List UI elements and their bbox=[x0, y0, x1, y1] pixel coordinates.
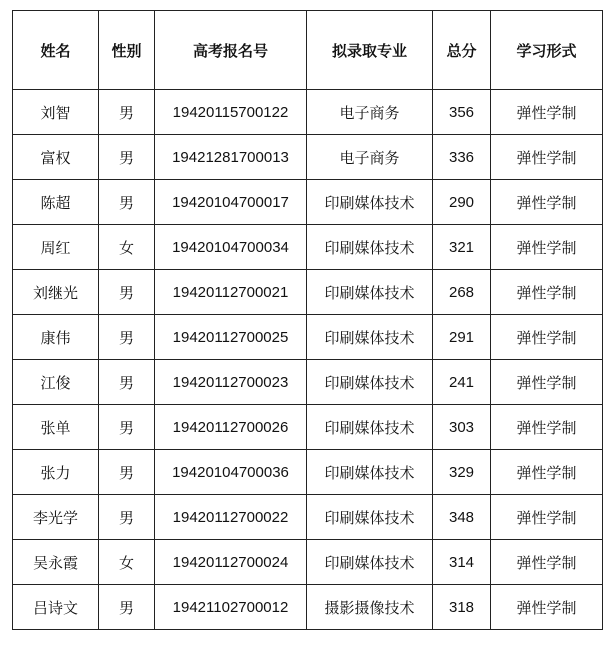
table-row bbox=[13, 495, 603, 540]
table-row bbox=[13, 225, 603, 270]
cell-name: 张力 bbox=[13, 450, 99, 495]
cell-exam-id: 19420112700022 bbox=[155, 495, 307, 540]
cell-study-form: 弹性学制 bbox=[491, 450, 603, 495]
cell-gender: 女 bbox=[99, 225, 155, 270]
cell-study-form: 弹性学制 bbox=[491, 135, 603, 180]
cell-total-score: 241 bbox=[433, 360, 491, 405]
header-total-score: 总分 bbox=[433, 11, 491, 90]
cell-gender: 男 bbox=[99, 585, 155, 630]
table-row bbox=[13, 585, 603, 630]
cell-study-form: 弹性学制 bbox=[491, 315, 603, 360]
cell-exam-id: 19420104700034 bbox=[155, 225, 307, 270]
cell-total-score: 290 bbox=[433, 180, 491, 225]
cell-total-score: 314 bbox=[433, 540, 491, 585]
cell-major: 印刷媒体技术 bbox=[307, 450, 433, 495]
cell-gender: 男 bbox=[99, 450, 155, 495]
cell-gender: 男 bbox=[99, 90, 155, 135]
cell-total-score: 321 bbox=[433, 225, 491, 270]
table-row bbox=[13, 360, 603, 405]
cell-major: 印刷媒体技术 bbox=[307, 405, 433, 450]
cell-study-form: 弹性学制 bbox=[491, 270, 603, 315]
table-row bbox=[13, 450, 603, 495]
cell-name: 吴永霞 bbox=[13, 540, 99, 585]
cell-study-form: 弹性学制 bbox=[491, 585, 603, 630]
cell-name: 吕诗文 bbox=[13, 585, 99, 630]
cell-total-score: 348 bbox=[433, 495, 491, 540]
cell-gender: 男 bbox=[99, 405, 155, 450]
cell-name: 刘智 bbox=[13, 90, 99, 135]
cell-gender: 男 bbox=[99, 180, 155, 225]
cell-major: 摄影摄像技术 bbox=[307, 585, 433, 630]
cell-total-score: 329 bbox=[433, 450, 491, 495]
cell-study-form: 弹性学制 bbox=[491, 225, 603, 270]
cell-name: 刘继光 bbox=[13, 270, 99, 315]
cell-total-score: 303 bbox=[433, 405, 491, 450]
cell-total-score: 356 bbox=[433, 90, 491, 135]
header-name: 姓名 bbox=[13, 11, 99, 90]
cell-exam-id: 19420112700024 bbox=[155, 540, 307, 585]
admission-table bbox=[12, 10, 603, 630]
header-exam-id: 高考报名号 bbox=[155, 11, 307, 90]
header-row bbox=[13, 11, 603, 90]
cell-major: 印刷媒体技术 bbox=[307, 225, 433, 270]
cell-total-score: 318 bbox=[433, 585, 491, 630]
table-body bbox=[13, 90, 603, 630]
cell-exam-id: 19420112700026 bbox=[155, 405, 307, 450]
cell-name: 周红 bbox=[13, 225, 99, 270]
cell-gender: 男 bbox=[99, 135, 155, 180]
cell-gender: 男 bbox=[99, 315, 155, 360]
cell-name: 康伟 bbox=[13, 315, 99, 360]
cell-total-score: 336 bbox=[433, 135, 491, 180]
cell-total-score: 291 bbox=[433, 315, 491, 360]
cell-name: 富权 bbox=[13, 135, 99, 180]
cell-major: 印刷媒体技术 bbox=[307, 540, 433, 585]
cell-gender: 女 bbox=[99, 540, 155, 585]
cell-exam-id: 19420104700017 bbox=[155, 180, 307, 225]
cell-major: 印刷媒体技术 bbox=[307, 360, 433, 405]
cell-major: 印刷媒体技术 bbox=[307, 315, 433, 360]
cell-gender: 男 bbox=[99, 495, 155, 540]
cell-major: 印刷媒体技术 bbox=[307, 180, 433, 225]
table-row bbox=[13, 540, 603, 585]
table-row bbox=[13, 405, 603, 450]
cell-study-form: 弹性学制 bbox=[491, 180, 603, 225]
cell-exam-id: 19420115700122 bbox=[155, 90, 307, 135]
cell-study-form: 弹性学制 bbox=[491, 495, 603, 540]
cell-major: 印刷媒体技术 bbox=[307, 495, 433, 540]
cell-study-form: 弹性学制 bbox=[491, 90, 603, 135]
table-row bbox=[13, 315, 603, 360]
cell-study-form: 弹性学制 bbox=[491, 360, 603, 405]
table-row bbox=[13, 90, 603, 135]
header-gender: 性别 bbox=[99, 11, 155, 90]
table-row bbox=[13, 270, 603, 315]
header-study-form: 学习形式 bbox=[491, 11, 603, 90]
cell-exam-id: 19421281700013 bbox=[155, 135, 307, 180]
cell-name: 李光学 bbox=[13, 495, 99, 540]
header-major: 拟录取专业 bbox=[307, 11, 433, 90]
cell-gender: 男 bbox=[99, 270, 155, 315]
cell-exam-id: 19421102700012 bbox=[155, 585, 307, 630]
cell-name: 江俊 bbox=[13, 360, 99, 405]
cell-study-form: 弹性学制 bbox=[491, 405, 603, 450]
cell-total-score: 268 bbox=[433, 270, 491, 315]
table-row bbox=[13, 180, 603, 225]
cell-name: 张单 bbox=[13, 405, 99, 450]
cell-exam-id: 19420104700036 bbox=[155, 450, 307, 495]
cell-name: 陈超 bbox=[13, 180, 99, 225]
cell-study-form: 弹性学制 bbox=[491, 540, 603, 585]
cell-major: 电子商务 bbox=[307, 135, 433, 180]
cell-major: 电子商务 bbox=[307, 90, 433, 135]
cell-exam-id: 19420112700023 bbox=[155, 360, 307, 405]
table-row bbox=[13, 135, 603, 180]
cell-exam-id: 19420112700021 bbox=[155, 270, 307, 315]
cell-gender: 男 bbox=[99, 360, 155, 405]
cell-exam-id: 19420112700025 bbox=[155, 315, 307, 360]
cell-major: 印刷媒体技术 bbox=[307, 270, 433, 315]
